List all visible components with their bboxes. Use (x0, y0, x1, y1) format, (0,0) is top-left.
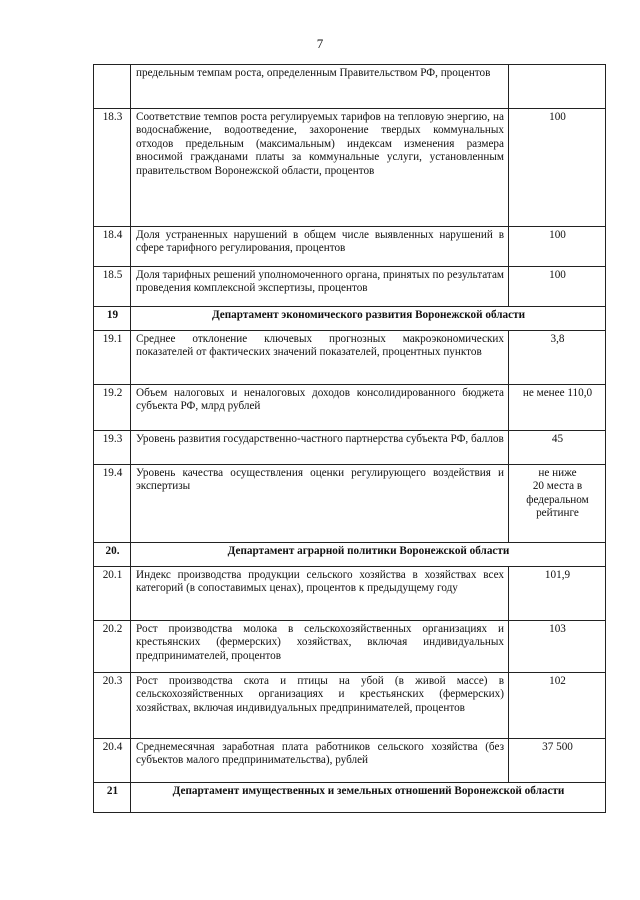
indicator-description: Уровень развития государственно-частного партнерства субъекта РФ, баллов (131, 431, 509, 465)
page-number: 7 (316, 36, 324, 51)
section-row (94, 307, 606, 331)
indicator-value: не менее 110,0 (509, 385, 606, 431)
row-number: 19.2 (94, 385, 131, 431)
indicator-table-body (94, 65, 606, 813)
indicator-description: предельным темпам роста, определенным Правительством РФ, процентов (131, 65, 509, 109)
table-row (94, 621, 606, 673)
indicator-value (509, 65, 606, 109)
table-row (94, 431, 606, 465)
indicator-table (93, 64, 606, 813)
indicator-value: 102 (509, 673, 606, 739)
table-row (94, 65, 606, 109)
indicator-value: 100 (509, 109, 606, 227)
indicator-description: Объем налоговых и неналоговых доходов консолидированного бюджета субъекта РФ, млрд рублей (131, 385, 509, 431)
section-title: Департамент экономического развития Воронежской области (131, 307, 606, 331)
row-number: 19.1 (94, 331, 131, 385)
indicator-value: не ниже 20 места в федеральном рейтинге (509, 465, 606, 543)
indicator-value: 45 (509, 431, 606, 465)
indicator-value: 100 (509, 267, 606, 307)
row-number: 19.3 (94, 431, 131, 465)
row-number (94, 65, 131, 109)
row-number: 20.3 (94, 673, 131, 739)
indicator-description: Среднее отклонение ключевых прогнозных макроэкономических показателей от фактических значений показателей, процентных пунктов (131, 331, 509, 385)
row-number: 21 (94, 783, 131, 813)
indicator-description: Соответствие темпов роста регулируемых тарифов на тепловую энергию, на водоснабжение, водоотведение, захоронение твердых коммунальных отходов предельным (максимальным) индексам изменения размера вносимой гражданами платы за коммунальные услуги, установленным правительством Воронежской области, процентов (131, 109, 509, 227)
section-row (94, 543, 606, 567)
indicator-description: Доля устраненных нарушений в общем числе выявленных нарушений в сфере тарифного регулирования, процентов (131, 227, 509, 267)
table-row (94, 567, 606, 621)
table-row (94, 465, 606, 543)
row-number: 18.3 (94, 109, 131, 227)
indicator-description: Индекс производства продукции сельского хозяйства в хозяйствах всех категорий (в сопоставимых ценах), процентов к предыдущему году (131, 567, 509, 621)
table-row (94, 227, 606, 267)
indicator-value: 101,9 (509, 567, 606, 621)
table-row (94, 267, 606, 307)
row-number: 19.4 (94, 465, 131, 543)
indicator-value: 37 500 (509, 739, 606, 783)
row-number: 20.1 (94, 567, 131, 621)
row-number: 19 (94, 307, 131, 331)
row-number: 20. (94, 543, 131, 567)
indicator-description: Рост производства молока в сельскохозяйственных организациях и крестьянских (фермерских) хозяйствах, включая индивидуальных предпринимателей, процентов (131, 621, 509, 673)
indicator-description: Рост производства скота и птицы на убой (в живой массе) в сельскохозяйственных организациях и крестьянских (фермерских) хозяйствах, включая индивидуальных предпринимателей, процентов (131, 673, 509, 739)
section-title: Департамент имущественных и земельных отношений Воронежской области (131, 783, 606, 813)
indicator-description: Уровень качества осуществления оценки регулирующего воздействия и экспертизы (131, 465, 509, 543)
row-number: 20.2 (94, 621, 131, 673)
table-row (94, 739, 606, 783)
section-row (94, 783, 606, 813)
row-number: 20.4 (94, 739, 131, 783)
table-row (94, 385, 606, 431)
indicator-value: 3,8 (509, 331, 606, 385)
indicator-description: Среднемесячная заработная плата работников сельского хозяйства (без субъектов малого предпринимательства), рублей (131, 739, 509, 783)
table-row (94, 673, 606, 739)
indicator-value: 103 (509, 621, 606, 673)
table-row (94, 109, 606, 227)
table-row (94, 331, 606, 385)
indicator-value: 100 (509, 227, 606, 267)
row-number: 18.5 (94, 267, 131, 307)
indicator-description: Доля тарифных решений уполномоченного органа, принятых по результатам проведения комплексной экспертизы, процентов (131, 267, 509, 307)
section-title: Департамент аграрной политики Воронежской области (131, 543, 606, 567)
row-number: 18.4 (94, 227, 131, 267)
